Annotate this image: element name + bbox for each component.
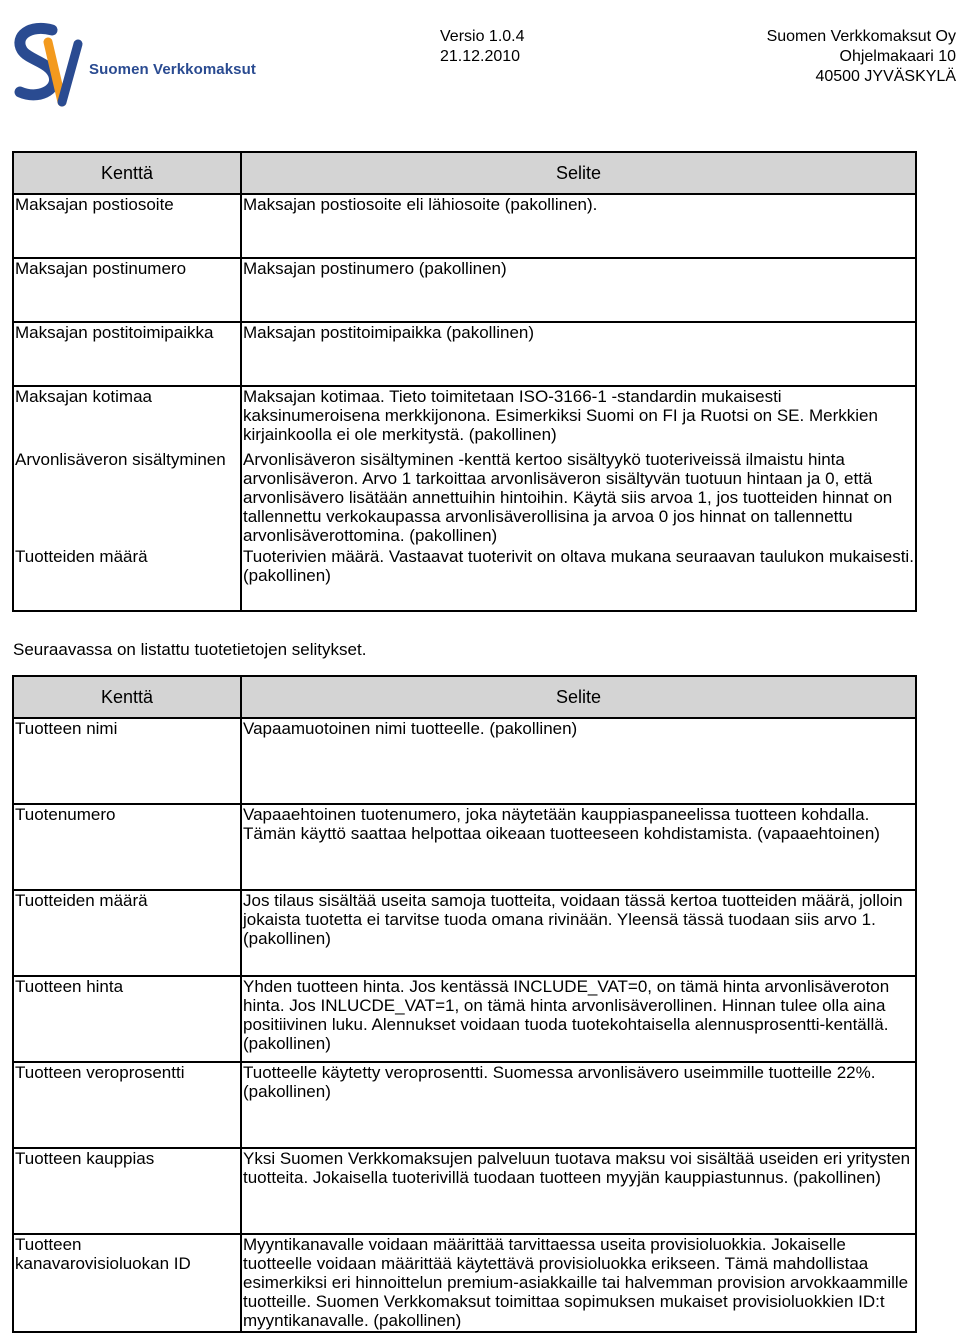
field-name: Maksajan kotimaa bbox=[13, 386, 241, 450]
field-name: Tuotteiden määrä bbox=[13, 890, 241, 976]
field-name: Tuotteen kanavarovisioluokan ID bbox=[13, 1234, 241, 1332]
field-name: Maksajan postinumero bbox=[13, 258, 241, 322]
table-row bbox=[13, 322, 916, 386]
intro-text: Seuraavassa on listattu tuotetietojen selitykset. bbox=[13, 640, 367, 659]
field-description: Yhden tuotteen hinta. Jos kentässä INCLUDE_VAT=0, on tämä hinta arvonlisäveroton hinta. Jos INLUCDE_VAT=1, on tämä hinta arvonlisäverollinen. Hinnan tulee olla aina positiivinen luku. Alennukset voidaan tuoda tuotekohtaisella alennusprosentti-kentällä. (pakollinen) bbox=[241, 976, 916, 1062]
table-row bbox=[13, 386, 916, 450]
column-header-description: Selite bbox=[241, 152, 916, 194]
column-header-field: Kenttä bbox=[13, 676, 241, 718]
table-header-row bbox=[13, 152, 916, 194]
field-description: Myyntikanavalle voidaan määrittää tarvittaessa useita provisioluokkia. Jokaiselle tuotteelle voidaan määrittää käytettävä provisioluokka erikseen. Tämä mahdollistaa esimerkiksi eri hinnoittelun premium-asiakkaille tai halvemman provision arvokkaammille tuotteille. Suomen Verkkomaksut toimittaa sopimuksen mukaiset provisioluokkien ID:t myyntikanavalle. (pakollinen) bbox=[241, 1234, 916, 1332]
payer-fields-table bbox=[12, 151, 917, 612]
page-header bbox=[0, 0, 960, 120]
table-header-row bbox=[13, 676, 916, 718]
field-description: Tuoterivien määrä. Vastaavat tuoterivit on oltava mukana seuraavan taulukon mukaisesti. (pakollinen) bbox=[241, 547, 916, 611]
product-fields-table bbox=[12, 675, 917, 1333]
column-header-field: Kenttä bbox=[13, 152, 241, 194]
field-description: Vapaamuotoinen nimi tuotteelle. (pakollinen) bbox=[241, 718, 916, 804]
field-description: Jos tilaus sisältää useita samoja tuotteita, voidaan tässä kertoa tuotteiden määrä, jolloin jokaista tuotetta ei tarvitse tuoda omana rivinään. Yleensä tässä tuodaan siis arvo 1. (pakollinen) bbox=[241, 890, 916, 976]
field-description: Maksajan postinumero (pakollinen) bbox=[241, 258, 916, 322]
field-name: Maksajan postiosoite bbox=[13, 194, 241, 258]
field-name: Tuotteen nimi bbox=[13, 718, 241, 804]
table-row bbox=[13, 547, 916, 611]
field-name: Tuotenumero bbox=[13, 804, 241, 890]
version-info bbox=[440, 27, 540, 67]
field-description: Yksi Suomen Verkkomaksujen palveluun tuotava maksu voi sisältää useiden eri yritysten tuotteita. Jokaisella tuoterivillä tuodaan tuotteen myyjän kauppiastunnus. (pakollinen) bbox=[241, 1148, 916, 1234]
company-city: 40500 JYVÄSKYLÄ bbox=[815, 68, 956, 85]
logo-text: Suomen Verkkomaksut bbox=[89, 61, 256, 78]
table-row bbox=[13, 194, 916, 258]
field-name: Tuotteen hinta bbox=[13, 976, 241, 1062]
field-name: Maksajan postitoimipaikka bbox=[13, 322, 241, 386]
field-description: Maksajan postiosoite eli lähiosoite (pakollinen). bbox=[241, 194, 916, 258]
table-row bbox=[13, 890, 916, 976]
column-header-description: Selite bbox=[241, 676, 916, 718]
field-description: Vapaaehtoinen tuotenumero, joka näytetään kauppiaspaneelissa tuotteen kohdalla. Tämän käyttö saattaa helpottaa oikeaan tuotteeseen kohdistamista. (vapaaehtoinen) bbox=[241, 804, 916, 890]
company-logo bbox=[10, 22, 256, 114]
field-description: Maksajan postitoimipaikka (pakollinen) bbox=[241, 322, 916, 386]
field-name: Tuotteen veroprosentti bbox=[13, 1062, 241, 1148]
field-description: Arvonlisäveron sisältyminen -kenttä kertoo sisältyykö tuoteriveissä ilmaistu hinta arvonlisäveron. Arvo 1 tarkoittaa arvonlisäveron sisältyvän tuotuun hintaan ja 0, että arvonlisävero lisätään annettuihin hintoihin. Käytä siis arvoa 1, jos tuotteiden hinnat on tallennettu verkokaupassa arvonlisäverollisina ja arvoa 0 jos hinnat on tallennettu arvonlisäverottomina. (pakollinen) bbox=[241, 450, 916, 547]
field-name: Arvonlisäveron sisältyminen bbox=[13, 450, 241, 547]
field-description: Maksajan kotimaa. Tieto toimitetaan ISO-3166-1 -standardin mukaisesti kaksinumeroisena merkkijonona. Esimerkiksi Suomi on FI ja Ruotsi on SE. Merkkien kirjainkoolla ei ole merkitystä. (pakollinen) bbox=[241, 386, 916, 450]
field-description: Tuotteelle käytetty veroprosentti. Suomessa arvonlisävero useimmille tuotteille 22%. (pakollinen) bbox=[241, 1062, 916, 1148]
table-row bbox=[13, 718, 916, 804]
field-name: Tuotteen kauppias bbox=[13, 1148, 241, 1234]
table-row bbox=[13, 450, 916, 547]
table-row bbox=[13, 1234, 916, 1332]
company-address bbox=[767, 27, 956, 87]
table-row bbox=[13, 1148, 916, 1234]
company-name: Suomen Verkkomaksut Oy bbox=[766, 28, 956, 45]
company-street: Ohjelmakaari 10 bbox=[839, 48, 956, 65]
table-row bbox=[13, 1062, 916, 1148]
table-row bbox=[13, 976, 916, 1062]
version-date: 21.12.2010 bbox=[440, 48, 521, 65]
table-row bbox=[13, 804, 916, 890]
table-row bbox=[13, 258, 916, 322]
field-name: Tuotteiden määrä bbox=[13, 547, 241, 611]
version-number: Versio 1.0.4 bbox=[440, 28, 525, 45]
